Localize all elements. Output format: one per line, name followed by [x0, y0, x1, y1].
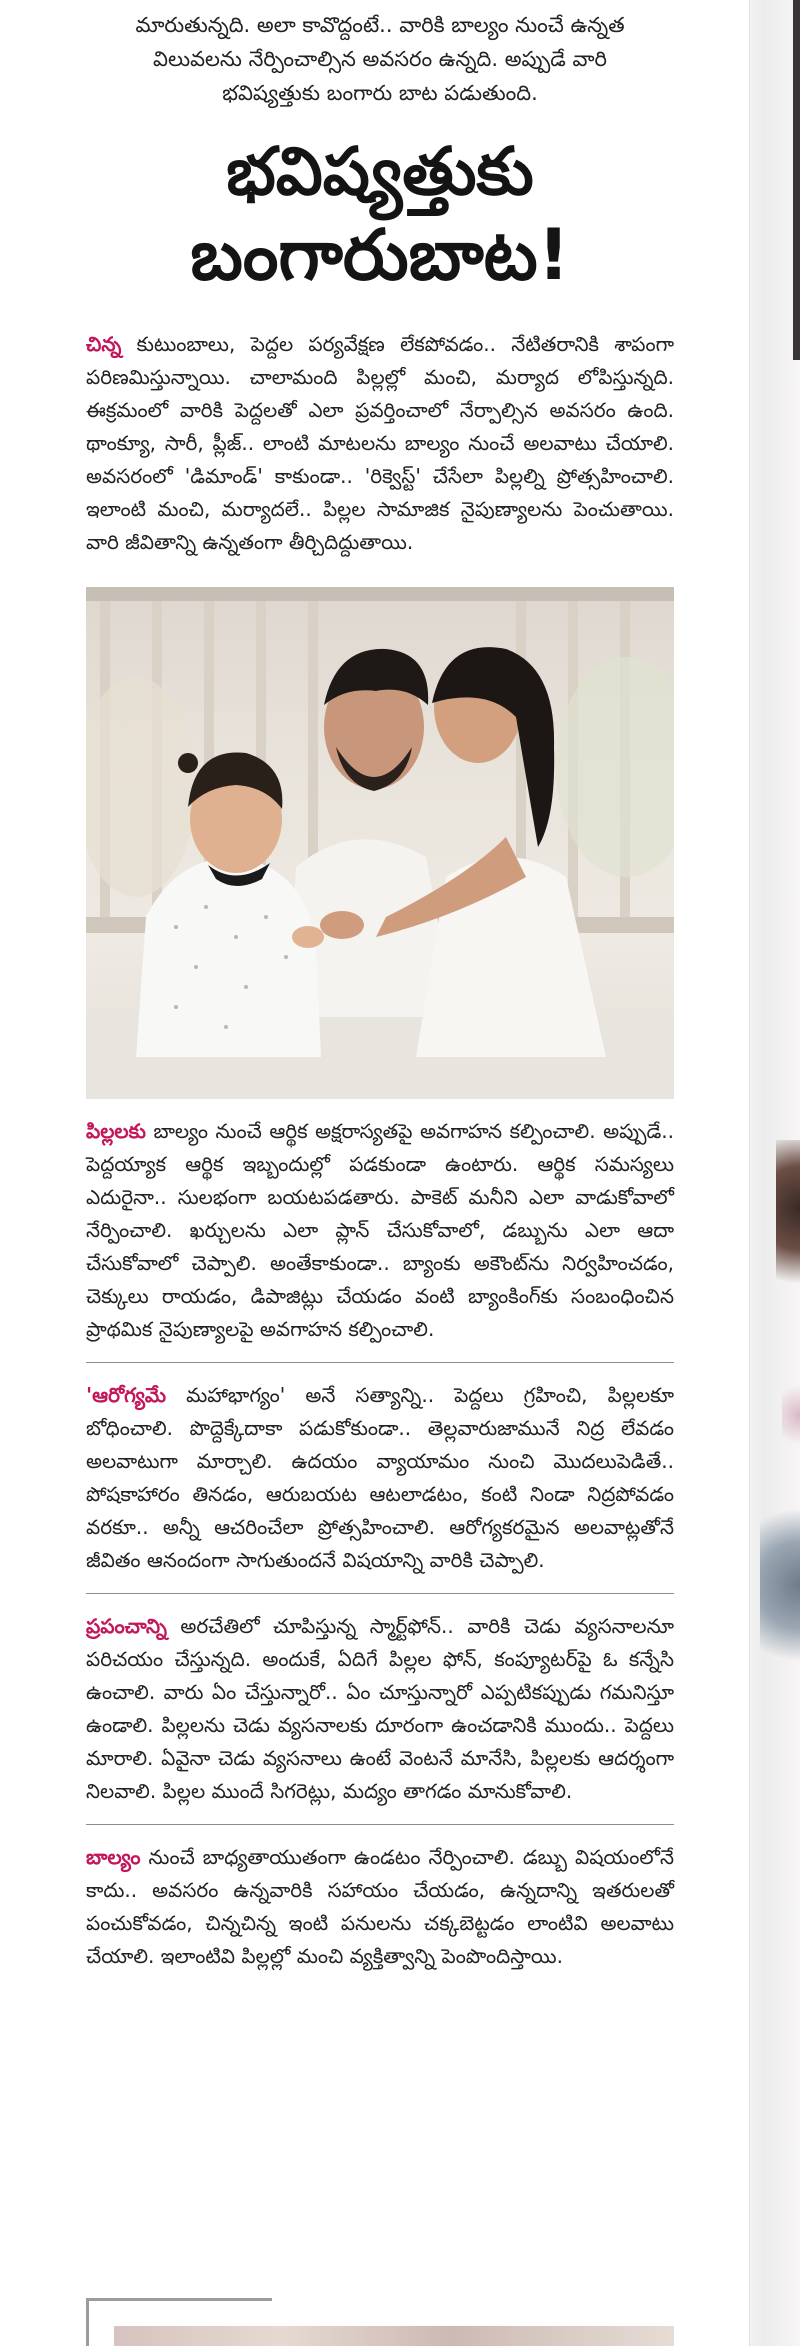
adjacent-page-photo-fragment — [776, 1140, 800, 1310]
section-divider — [86, 1593, 674, 1594]
intro-paragraph — [86, 8, 674, 110]
frame-border-left — [86, 2298, 89, 2346]
adjacent-page-photo-fragment — [760, 1490, 800, 1680]
section-body: అరచేతిలో చూపిస్తున్న స్మార్ట్‌ఫోన్.. వారికి చెడు వ్యసనాలనూ పరిచయం చేస్తున్నది. అందుకే, ఏదిగే పిల్లల ఫోన్, కంప్యూటర్‌పై ఓ కన్నేసి ఉంచాలి. వారు ఏం చేస్తున్నారో.. ఏం చూస్తున్నారో ఎప్పటికప్పుడు గమనిస్తూ ఉండాలి. పిల్లలను చెడు వ్యసనాలకు దూరంగా ఉంచడానికి ముందు.. పెద్దలు మారాలి. ఏవైనా చెడు వ్యసనాలు ఉంటే వెంటనే మానేసి, పిల్లలకు ఆదర్శంగా నిలవాలి. పిల్లల ముందే సిగరెట్లు, మద్యం తాగడం మానుకోవాలి. — [86, 1613, 674, 1803]
section-lead-word: ప్రపంచాన్ని — [86, 1613, 167, 1638]
frame-border-top — [86, 2298, 272, 2301]
section-smartphone — [86, 1610, 674, 1808]
next-article-frame — [86, 2298, 676, 2346]
adjacent-page-photo-fragment — [782, 1380, 800, 1450]
section-body: మహాభాగ్యం' అనే సత్యాన్ని.. పెద్దలు గ్రహించి, పిల్లలకూ బోధించాలి. పొద్దెక్కేదాకా పడుకోకుండా.. తెల్లవారుజామునే నిద్ర లేవడం అలవాటుగా మార్చాలి. ఉదయం వ్యాయామం నుంచి మొదలుపెడితే.. పోషకాహారం తినడం, ఆరుబయట ఆటలాడటం, కంటి నిండా నిద్రపోవడం వరకూ.. అన్నీ ఆచరించేలా ప్రోత్సహించాలి. ఆరోగ్యకరమైన అలవాట్లతోనే జీవితం ఆనందంగా సాగుతుందనే విషయాన్ని వారికి చెప్పాలి. — [86, 1382, 674, 1572]
section-health — [86, 1379, 674, 1577]
section-financial-literacy — [86, 1115, 674, 1346]
section-manners — [86, 328, 674, 559]
section-divider — [86, 1824, 674, 1825]
next-article-photo-fragment — [114, 2326, 674, 2346]
family-photo-illustration — [86, 587, 674, 1099]
headline-line-2: బంగారుబాట! — [190, 213, 570, 296]
section-body: బాల్యం నుంచే ఆర్థిక అక్షరాస్యతపై అవగాహన కల్పించాలి. అప్పుడే.. పెద్దయ్యాక ఆర్థిక ఇబ్బందుల్లో పడకుండా ఉంటారు. ఆర్థిక సమస్యలు ఎదురైనా.. సులభంగా బయటపడతారు. పాకెట్ మనీని ఎలా వాడుకోవాలో నేర్పించాలి. ఖర్చులను ఎలా ప్లాన్ చేసుకోవాలో, డబ్బును ఎలా ఆదా చేసుకోవాలో చెప్పాలి. అంతేకాకుండా.. బ్యాంకు అకౌంట్‌ను నిర్వహించడం, చెక్కులు రాయడం, డిపాజిట్లు చేయడం వంటి బ్యాంకింగ్‌కు సంబంధించిన ప్రాథమిక నైపుణ్యాలపై అవగాహన కల్పించాలి. — [86, 1118, 674, 1341]
intro-line: భవిష్యత్తుకు బంగారు బాట పడుతుంది. — [222, 81, 538, 105]
intro-line: విలువలను నేర్పించాల్సిన అవసరం ఉన్నది. అప్పుడే వారి — [153, 47, 607, 71]
headline-line-1: భవిష్యత్తుకు — [226, 133, 534, 210]
section-divider — [86, 1362, 674, 1363]
section-lead-word: బాల్యం — [86, 1844, 141, 1869]
section-responsibility — [86, 1841, 674, 1973]
intro-line: మారుతున్నది. అలా కావొద్దంటే.. వారికి బాల్యం నుంచే ఉన్నత — [135, 13, 625, 37]
section-lead-word: పిల్లలకు — [86, 1118, 146, 1143]
section-lead-word: 'ఆరోగ్యమే — [86, 1382, 167, 1407]
article — [86, 0, 674, 1973]
family-photo — [86, 587, 674, 1099]
section-body: కుటుంబాలు, పెద్దల పర్యవేక్షణ లేకపోవడం.. నేటితరానికి శాపంగా పరిణమిస్తున్నాయి. చాలామంది పిల్లల్లో మంచి, మర్యాద లోపిస్తున్నది. ఈక్రమంలో వారికి పెద్దలతో ఎలా ప్రవర్తించాలో నేర్పాల్సిన అవసరం ఉంది. థాంక్యూ, సారీ, ప్లీజ్.. లాంటి మాటలను బాల్యం నుంచే అలవాటు చేయాలి. అవసరంలో 'డిమాండ్' కాకుండా.. 'రిక్వెస్ట్' చేసేలా పిల్లల్ని ప్రోత్సహించాలి. ఇలాంటి మంచి, మర్యాదలే.. పిల్లల సామాజిక నైపుణ్యాలను పెంచుతాయి. వారి జీవితాన్ని ఉన్నతంగా తీర్చిదిద్దుతాయి. — [86, 331, 674, 554]
adjacent-page-dark-strip — [793, 0, 800, 360]
section-lead-word: చిన్న — [86, 331, 122, 356]
headline — [86, 132, 674, 298]
section-body: నుంచే బాధ్యతాయుతంగా ఉండటం నేర్పించాలి. డబ్బు విషయంలోనే కాదు.. అవసరం ఉన్నవారికి సహాయం చేయడం, ఉన్నదాన్ని ఇతరులతో పంచుకోవడం, చిన్నచిన్న ఇంటి పనులను చక్కబెట్టడం లాంటివి అలవాటు చేయాలి. ఇలాంటివి పిల్లల్లో మంచి వ్యక్తిత్వాన్ని పెంపొందిస్తాయి. — [86, 1844, 674, 1968]
